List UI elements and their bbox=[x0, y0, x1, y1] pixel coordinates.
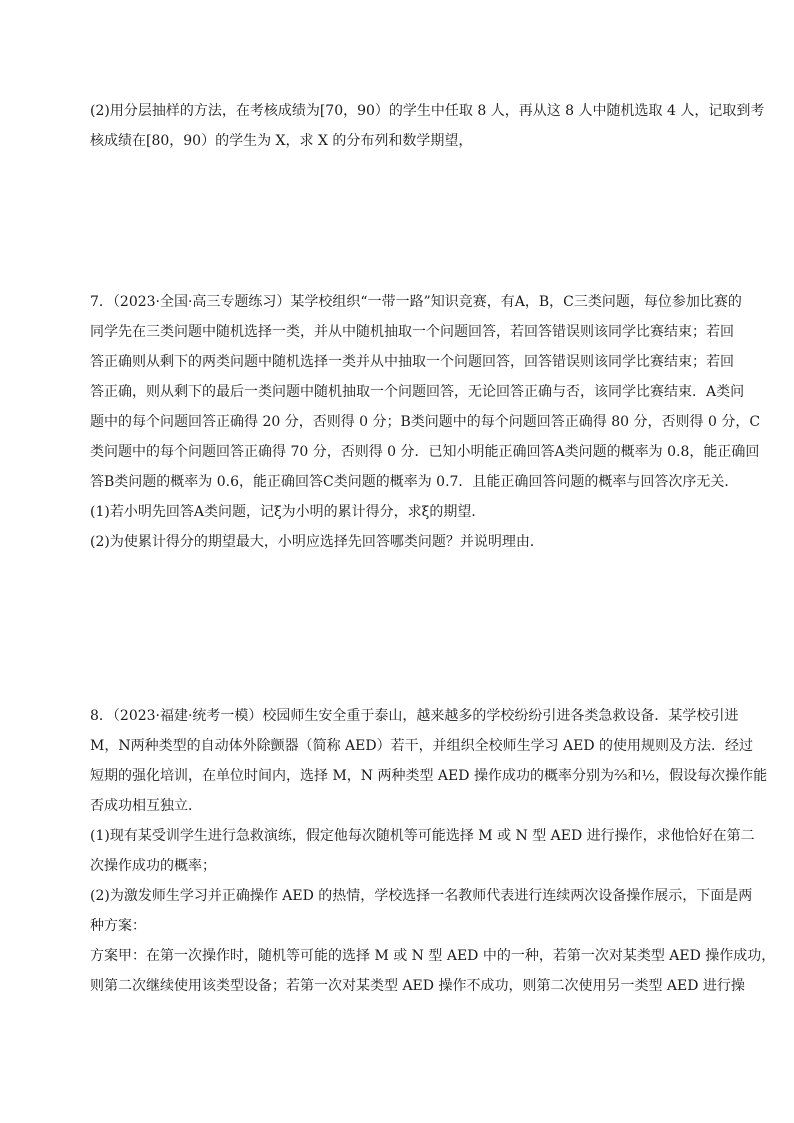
question-8-sub-2-cont: 种方案： bbox=[90, 918, 146, 934]
question-8-sub-1-cont: 次操作成功的概率； bbox=[90, 858, 216, 874]
text-line: 8．（2023·福建·统考一模）校园师生安全重于泰山，越来越多的学校纷纷引进各类急救设备．某学校引进 bbox=[90, 708, 739, 724]
text-line: 答正确则从剩下的两类问题中随机选择一类并从中抽取一个问题回答，回答错误则该同学比赛结束；若回 bbox=[90, 354, 734, 370]
text-line: 短期的强化培训，在单位时间内，选择 M，N 两种类型 AED 操作成功的概率分别为⅔和½，假设每次操作能 bbox=[90, 768, 768, 784]
text-line: 核成绩在[80，90）的学生为 X，求 X 的分布列和数学期望， bbox=[90, 133, 473, 149]
plan-a-text-cont: 则第二次继续使用该类型设备；若第一次对某类型 AED 操作不成功，则第二次使用另一类型 AED 进行操 bbox=[90, 978, 745, 994]
question-6-part-2 bbox=[90, 96, 765, 156]
question-8-sub-2: (2)为激发师生学习并正确操作 AED 的热情，学校选择一名教师代表进行连续两次设备操作展示，下面是两 bbox=[90, 888, 753, 904]
text-line: M，N两种类型的自动体外除颤器（简称 AED）若干，并组织全校师生学习 AED 的使用规则及方法．经过 bbox=[90, 738, 754, 754]
question-8-sub-1: (1)现有某受训学生进行急救演练，假定他每次随机等可能选择 M 或 N 型 AED 进行操作，求他恰好在第二 bbox=[90, 828, 755, 844]
text-line: 题中的每个问题回答正确得 20 分，否则得 0 分；B类问题中的每个问题回答正确得 80 分，否则得 0 分，C bbox=[90, 414, 761, 430]
question-7-sub-2: (2)为使累计得分的期望最大，小明应选择先回答哪类问题？并说明理由． bbox=[90, 534, 544, 550]
question-7 bbox=[90, 287, 761, 557]
text-line: 同学先在三类问题中随机选择一类，并从中随机抽取一个问题回答，若回答错误则该同学比赛结束；若回 bbox=[90, 324, 734, 340]
question-7-sub-1: (1)若小明先回答A类问题，记ξ为小明的累计得分，求ξ的期望． bbox=[90, 504, 486, 520]
text-line: 7．（2023·全国·高三专题练习）某学校组织“一带一路”知识竞赛，有A，B，C三类问题，每位参加比赛的 bbox=[90, 294, 742, 310]
text-line: 答正确，则从剩下的最后一类问题中随机抽取一个问题回答，无论回答正确与否，该同学比赛结束．A类问 bbox=[90, 384, 745, 400]
text-line: 类问题中的每个问题回答正确得 70 分，否则得 0 分．已知小明能正确回答A类问题的概率为 0.8，能正确回 bbox=[90, 444, 760, 460]
question-8 bbox=[90, 701, 776, 1001]
text-line: (2)用分层抽样的方法，在考核成绩为[70，90）的学生中任取 8 人，再从这 8 人中随机选取 4 人，记取到考 bbox=[90, 103, 765, 119]
text-line: 答B类问题的概率为 0.6，能正确回答C类问题的概率为 0.7．且能正确回答问题的概率与回答次序无关． bbox=[90, 474, 739, 490]
plan-a-text: 方案甲：在第一次操作时，随机等可能的选择 M 或 N 型 AED 中的一种，若第一次对某类型 AED 操作成功， bbox=[90, 948, 776, 964]
text-line: 否成功相互独立． bbox=[90, 798, 202, 814]
